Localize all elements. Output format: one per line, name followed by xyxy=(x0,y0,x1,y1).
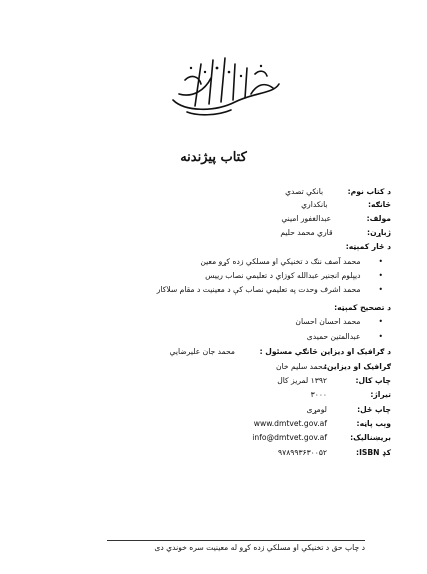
page-title: کتاب پیژندنه xyxy=(180,150,247,165)
website-label: وېب پاڼه: xyxy=(356,419,391,428)
design-value: محمد سلیم خان xyxy=(276,362,327,371)
review-member: •دیپلوم انجنیر عبدالله کوزاي د تعلیمي نصاب رییس xyxy=(205,271,383,280)
email-value: info@dmtvet.gov.af xyxy=(252,433,327,442)
isbn-value: ۹۷۸۹۹۳۶۳۰۰۵۲ xyxy=(278,448,327,457)
design-label: ګرافیک او دیزاین: xyxy=(324,362,391,371)
review-member: •محمد اشرف وحدت په تعلیمي نصاب کې د معینیت د مقام سلاکار xyxy=(156,285,383,294)
design-head-value: محمد جان علیرضایي xyxy=(169,347,235,356)
author-label: مولف: xyxy=(366,214,391,223)
review-committee-label: د ځار کمېټه: xyxy=(345,242,391,251)
book-name-label: د کتاب نوم: xyxy=(347,187,391,196)
correction-member: •محمد احسان احسان xyxy=(295,317,383,326)
bullet-icon: • xyxy=(378,332,383,341)
bullet-icon: • xyxy=(378,271,383,280)
print-year-label: چاپ کال: xyxy=(355,376,391,385)
translator-label: ژباړن: xyxy=(367,228,391,237)
design-head-label: د ګرافیک او دیزاین څانګي مسئول : xyxy=(259,347,391,356)
edition-label: چاپ ځل: xyxy=(357,405,391,414)
bullet-icon: • xyxy=(378,285,383,294)
copyright-footer: د چاپ حق د تخنیکي او مسلکي زده کړو له معینیت سره خوندي دی xyxy=(107,540,365,552)
correction-member: •عبدالمتین حمیدی xyxy=(306,332,383,341)
correction-committee-label: د تصحیح کمېټه: xyxy=(334,303,391,312)
field-label: څانګه: xyxy=(367,200,391,209)
circulation-label: تیراژ: xyxy=(370,390,391,399)
isbn-label: کډ ISBN: xyxy=(356,448,391,457)
bullet-icon: • xyxy=(378,317,383,326)
print-year-value: ۱۳۹۲ لمریز کال xyxy=(277,376,327,385)
field-value: بانکداري xyxy=(301,200,328,209)
author-value: عبدالغفور امیني xyxy=(281,214,332,223)
field-row xyxy=(301,200,391,210)
circulation-value: ۳۰۰۰ xyxy=(310,390,327,399)
review-member: •محمد آصف ننګ د تخنیکي او مسلکي زده کړو معین xyxy=(200,257,383,266)
translator-row xyxy=(280,228,391,238)
translator-value: قاري محمد حلیم xyxy=(280,228,333,237)
website-value: www.dmtvet.gov.af xyxy=(253,419,327,428)
book-name-value: بانکي تصدي xyxy=(285,187,324,196)
bullet-icon: • xyxy=(378,257,383,266)
email-label: بریښنالیک: xyxy=(350,433,391,442)
author-row xyxy=(281,214,391,224)
edition-value: لومړی xyxy=(306,405,327,414)
book-name-row xyxy=(285,187,391,197)
bismillah-calligraphy xyxy=(165,54,285,118)
